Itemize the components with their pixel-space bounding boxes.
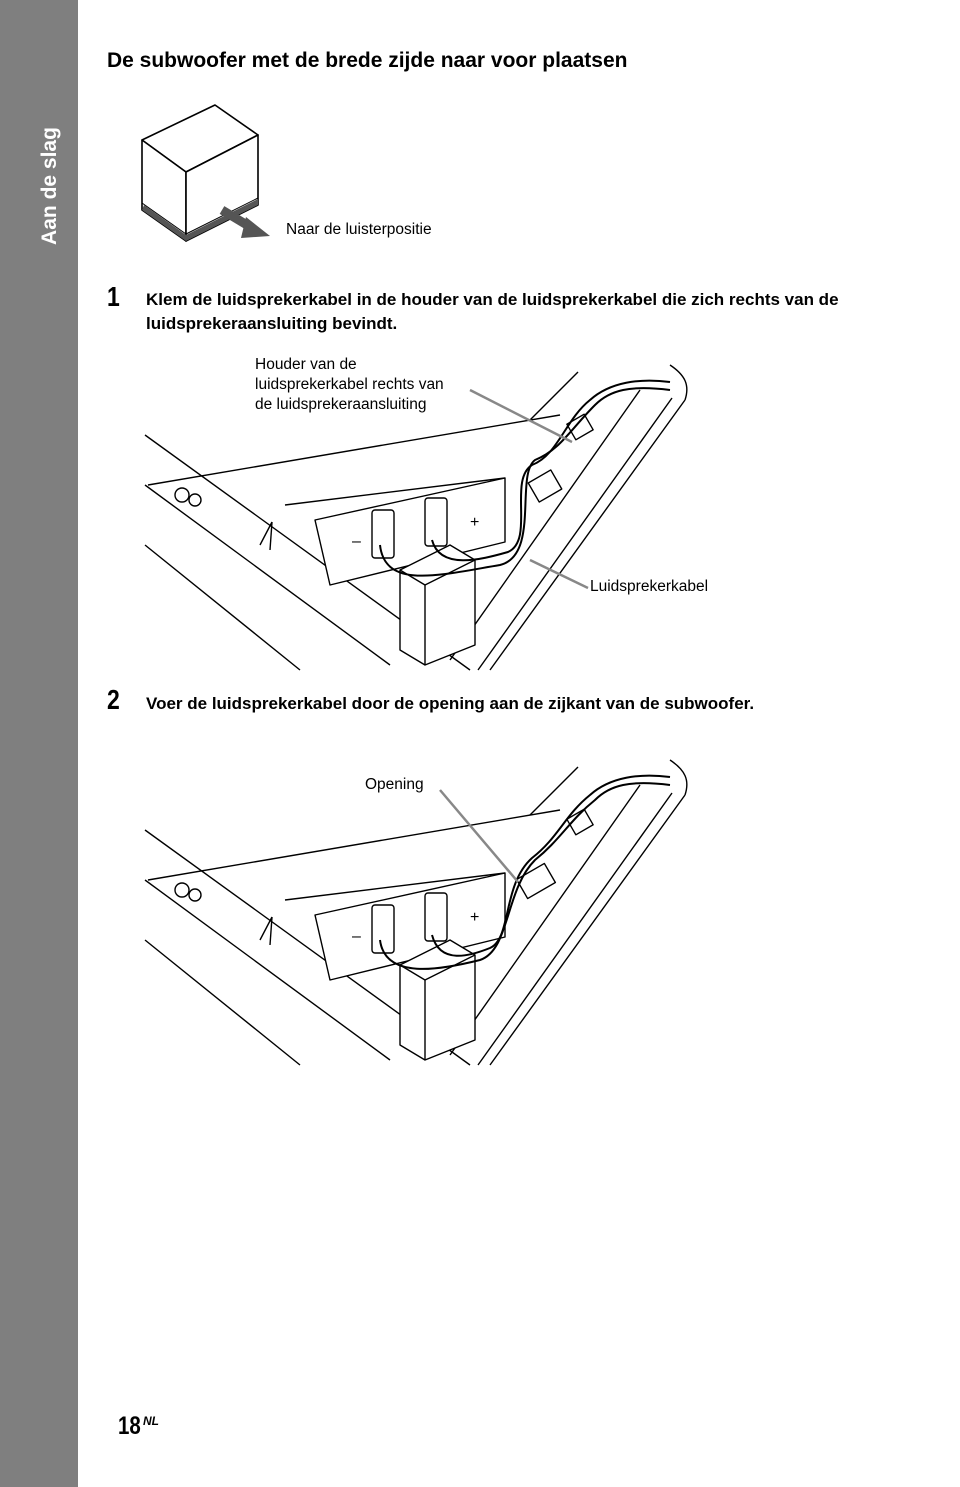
page-title: De subwoofer met de brede zijde naar voor plaatsen [107, 49, 628, 72]
page-language-suffix: NL [143, 1414, 159, 1428]
listening-position-label: Naar de luisterpositie [286, 221, 432, 238]
opening-callout-label: Opening [365, 776, 424, 793]
section-tab-label: Aan de slag [38, 127, 61, 245]
cable-callout-label: Luidsprekerkabel [590, 578, 709, 595]
step-instruction: Voer de luidsprekerkabel door de opening aan de zijkant van de subwoofer. [146, 694, 755, 713]
svg-text:+: + [470, 514, 480, 531]
subwoofer-orientation-figure [130, 95, 280, 255]
cable-opening-figure [140, 760, 700, 1070]
terminal-cable-figure [140, 360, 700, 675]
svg-text:–: – [352, 928, 361, 945]
page-number: 18 [118, 1412, 141, 1440]
svg-text:–: – [352, 533, 361, 550]
step-number: 1 [107, 281, 120, 312]
arrow-icon [222, 210, 270, 238]
side-tab [0, 0, 78, 1487]
step-number: 2 [107, 684, 120, 715]
svg-text:+: + [470, 909, 480, 926]
step-instruction: Klem de luidsprekerkabel in de houder van de luidsprekerkabel die zich rechts van de luidsprekeraansluiting bevindt. [146, 290, 839, 333]
holder-callout-label: Houder van de luidsprekerkabel rechts van de luidsprekeraansluiting [255, 356, 444, 413]
